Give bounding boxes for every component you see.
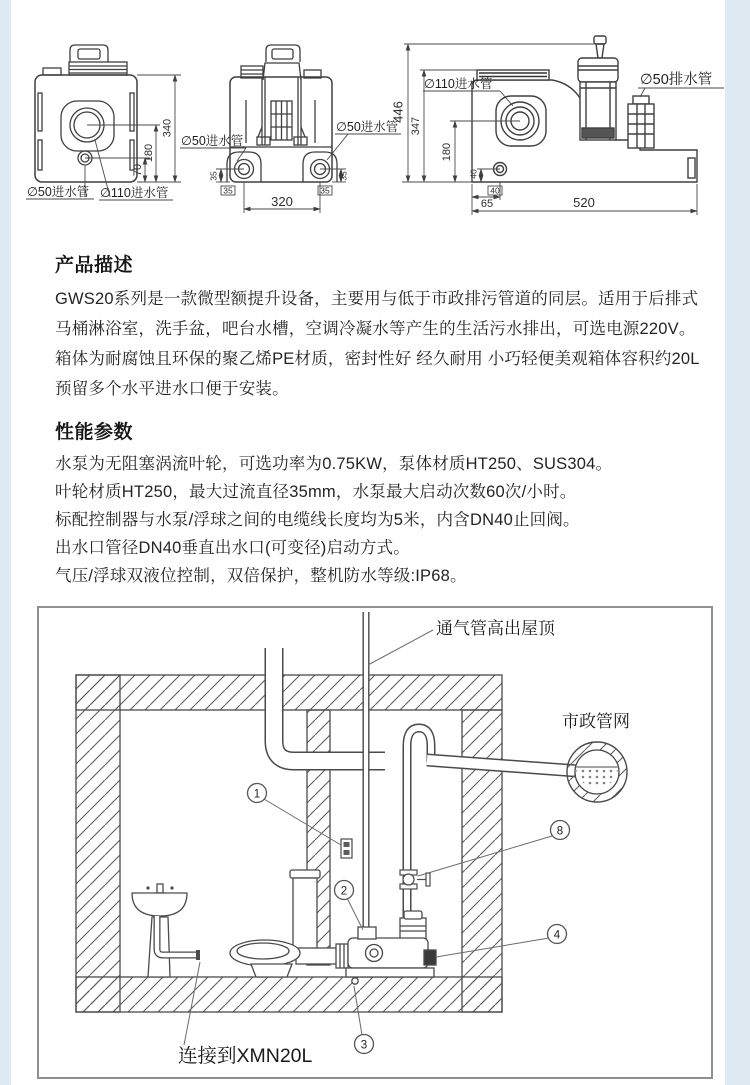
back-inlet50-left-label: ∅50进水管 <box>181 134 244 148</box>
side-view-drawing <box>391 36 725 215</box>
dim-446-label: 446 <box>390 101 406 123</box>
vent-pipe-label: 通气管高出屋顶 <box>436 619 555 638</box>
side-outlet-block <box>628 104 654 148</box>
parameters-title: 性能参数 <box>55 422 134 443</box>
dim-40-v-label: 40 <box>468 169 479 179</box>
dim-180-side-label: 180 <box>441 142 453 162</box>
dim-340-label: 340 <box>161 118 174 138</box>
description-line: GWS20系列是一款微型额提升设备，主要用与低于市政排污管道的同层。适用于后排式 <box>55 290 699 308</box>
side-vent-rod <box>596 44 604 58</box>
toilet-outlet-pipe <box>296 948 342 964</box>
dim-35-left-v: 35 <box>208 171 219 181</box>
description-title: 产品描述 <box>55 255 134 276</box>
parameters-line: 标配控制器与水泵/浮球之间的电缆线长度均为5米，内含DN40止回阀。 <box>55 511 580 529</box>
callout-8 <box>551 821 570 840</box>
dim-40-h-label: 40 <box>490 185 500 196</box>
pump-tank <box>348 938 428 968</box>
dim-320-label: 320 <box>271 194 293 209</box>
front-inlet50-label: ∅50进水管 <box>27 185 90 199</box>
toilet-tank-lid <box>290 870 320 878</box>
pump-discharge-fitting <box>424 950 436 965</box>
dim-347-label: 347 <box>410 116 422 136</box>
product-detail-panel <box>11 0 725 1085</box>
front-inlet110-label: ∅110进水管 <box>100 186 169 200</box>
toilet-pump-coupling <box>336 944 348 968</box>
municipal-network-label: 市政管网 <box>562 712 630 731</box>
left-wall <box>76 675 120 1012</box>
connect-label: 连接到XMN20L <box>178 1045 313 1067</box>
callout-1-number: 1 <box>253 788 261 801</box>
front-view-drawing <box>26 45 181 200</box>
side-outlet50-label: ∅50排水管 <box>640 72 713 88</box>
callout-3 <box>355 1035 374 1054</box>
toilet-tank <box>293 878 317 958</box>
back-inlet50-right-label: ∅50进水管 <box>336 120 399 134</box>
description-line: 箱体为耐腐蚀且环保的聚乙烯PE材质，密封性好 经久耐用 小巧轻便美观箱体容积约20L <box>55 350 700 368</box>
side-inlet110-label: ∅110进水管 <box>424 77 493 91</box>
callout-2 <box>335 881 354 900</box>
parameters-line: 水泵为无阻塞涡流叶轮，可选功率为0.75KW，泵体材质HT250、SUS304。 <box>55 455 613 473</box>
callout-4-number: 4 <box>553 929 561 942</box>
description-line: 预留多个水平进水口便于安装。 <box>55 380 289 398</box>
callout-3-number: 3 <box>360 1039 368 1052</box>
side-outlet-fitting <box>633 96 649 104</box>
dim-35-right-h: 35 <box>320 185 330 196</box>
dim-35-left-h: 35 <box>223 185 233 196</box>
toilet-base <box>251 964 292 977</box>
parameters-line: 出水口管径DN40垂直出水口(可变径)启动方式。 <box>55 539 410 557</box>
front-tank-body <box>35 75 137 182</box>
municipal-network <box>567 742 627 802</box>
pump-base <box>346 968 434 977</box>
callout-4 <box>548 925 567 944</box>
installation-diagram <box>0 595 750 1085</box>
dim-65-label: 65 <box>480 198 494 210</box>
floor <box>76 977 502 1012</box>
description-line: 马桶淋浴室，洗手盆，吧台水槽，空调冷凝水等产生的生活污水排出，可选电源220V。 <box>55 320 696 338</box>
dimension-drawings <box>0 0 750 240</box>
dim-520-label: 520 <box>573 195 595 210</box>
parameters-line: 气压/浮球双液位控制，双倍保护，整机防水等级:IP68。 <box>55 567 467 585</box>
dim-180-label: 180 <box>143 143 155 163</box>
pump-vent-fitting <box>358 927 376 939</box>
back-view-drawing <box>180 45 401 213</box>
pump-drain-bolt <box>352 978 358 984</box>
ceiling-wall <box>76 675 502 710</box>
callout-1 <box>248 784 267 803</box>
parameters-line: 叶轮材质HT250，最大过流直径35mm，水泵最大启动次数60次/小时。 <box>55 483 577 501</box>
sink-drain-outlet <box>196 950 200 960</box>
sink-faucet <box>157 884 163 893</box>
dim-35-right-v: 35 <box>338 171 349 181</box>
callout-8-number: 8 <box>556 825 564 838</box>
callout-2-number: 2 <box>340 885 348 898</box>
dim-70-label: 70 <box>132 163 144 177</box>
control-box <box>341 839 352 858</box>
